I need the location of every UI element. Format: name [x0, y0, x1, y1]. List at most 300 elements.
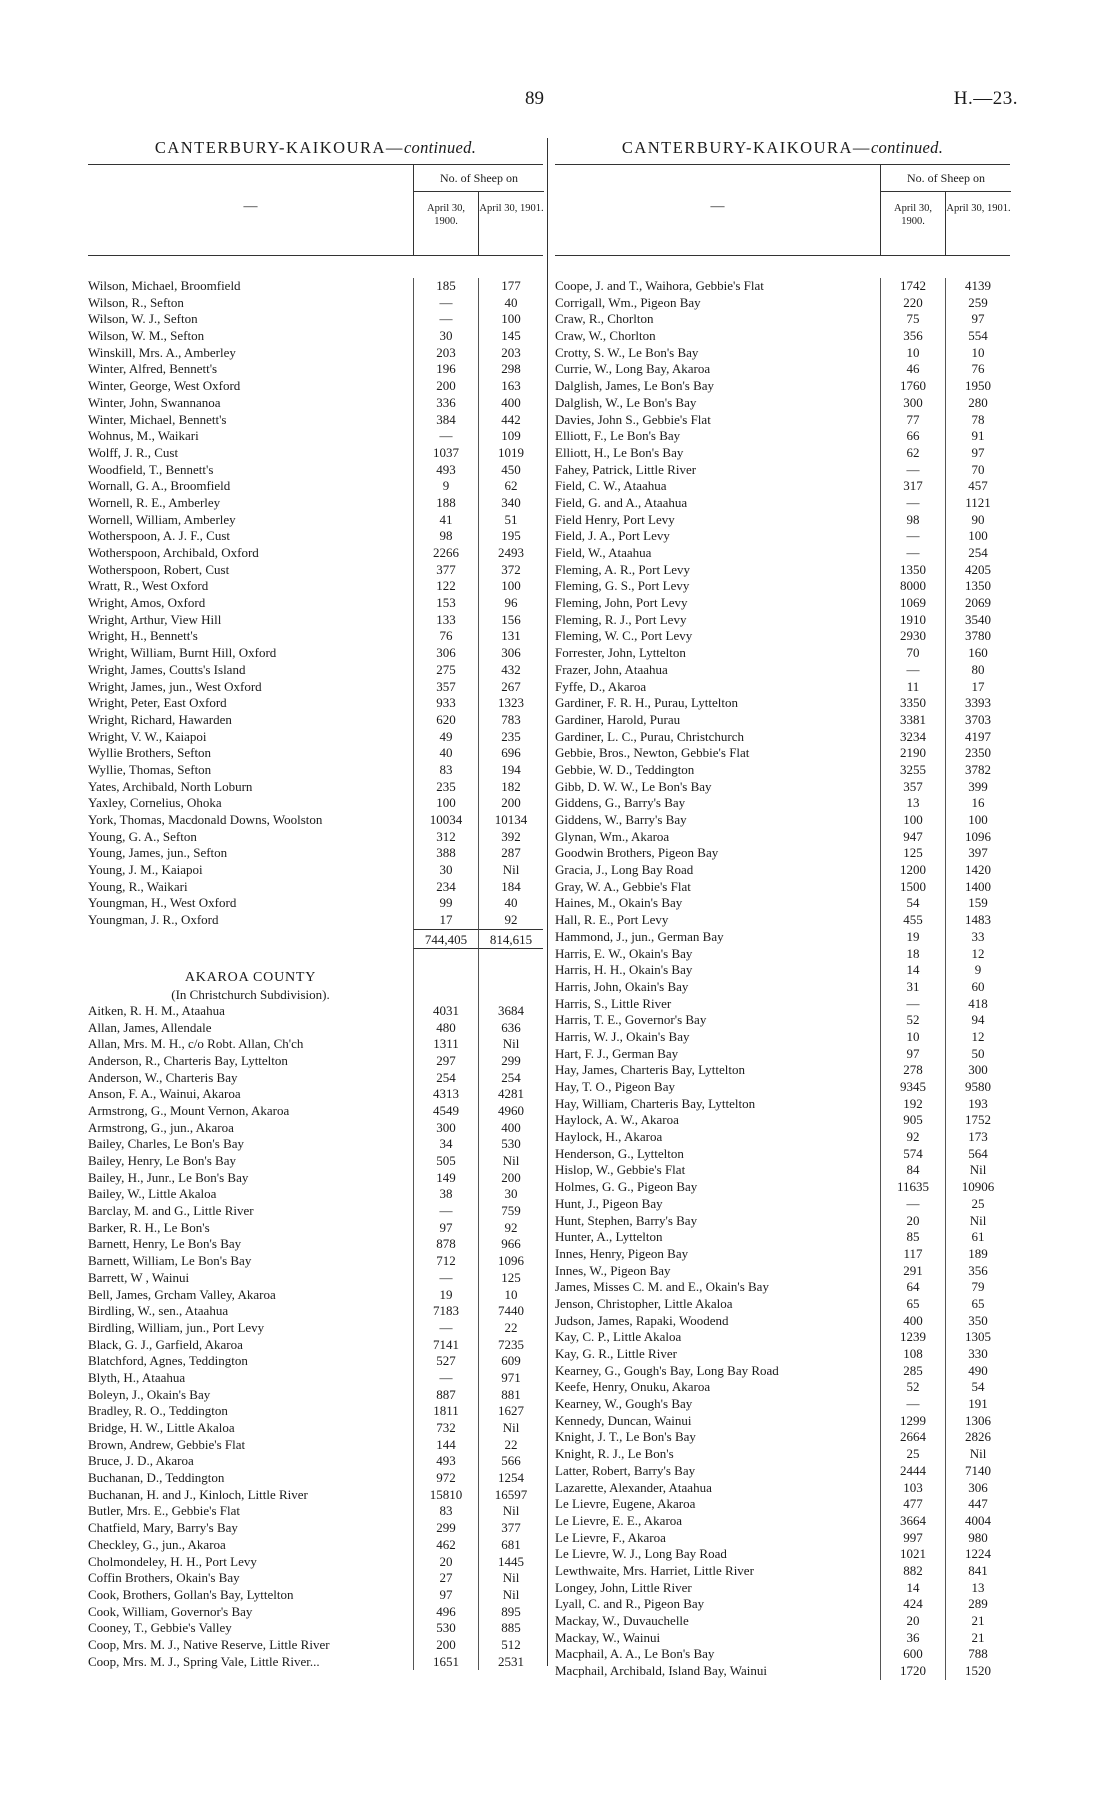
sheep-1901: 235: [478, 729, 543, 746]
owner-name: Bailey, Charles, Le Bon's Bay: [88, 1136, 245, 1152]
sheep-1900: 20: [880, 1613, 945, 1630]
table-row: [555, 979, 1010, 996]
owner-name: Wyllie, Thomas, Sefton: [88, 761, 212, 777]
sheep-1901: 340: [478, 495, 543, 512]
table-row: [555, 729, 1010, 746]
sheep-1901: 788: [945, 1646, 1010, 1663]
owner-name: Wilson, Michael, Broomfield: [88, 278, 241, 293]
sheep-1900: 1200: [880, 862, 945, 879]
owner-name: Birdling, W., sen., Ataahua: [88, 1303, 229, 1319]
sheep-1901: 70: [945, 462, 1010, 479]
sheep-1901: 300: [945, 1062, 1010, 1079]
sheep-1900: 234: [413, 879, 478, 896]
sheep-1900: 144: [413, 1437, 478, 1454]
sheep-1901: 22: [478, 1320, 543, 1337]
owner-name: Lewthwaite, Mrs. Harriet, Little River: [555, 1562, 754, 1578]
owner-name: Black, G. J., Garfield, Akaroa: [88, 1336, 243, 1352]
sheep-1900: 122: [413, 578, 478, 595]
sheep-1900: 2664: [880, 1429, 945, 1446]
table-row: [88, 1637, 543, 1654]
sheep-1900: 2266: [413, 545, 478, 562]
left-table-header: [88, 164, 543, 256]
table-row: [555, 378, 1010, 395]
sheep-1901: 12: [945, 946, 1010, 963]
sheep-1900: 75: [880, 311, 945, 328]
table-row: [88, 1003, 543, 1020]
owner-name: Winter, Michael, Bennett's: [88, 411, 227, 427]
sheep-1900: 527: [413, 1353, 478, 1370]
sheep-1900: 388: [413, 845, 478, 862]
sheep-1901: 259: [945, 295, 1010, 312]
table-row: [555, 1346, 1010, 1363]
table-row: [88, 712, 543, 729]
table-row: [88, 395, 543, 412]
sheep-1900: 278: [880, 1062, 945, 1079]
sheep-1900: 1760: [880, 378, 945, 395]
sheep-1901: 3393: [945, 695, 1010, 712]
table-row: [555, 895, 1010, 912]
sheep-1900: 312: [413, 829, 478, 846]
sheep-1901: 512: [478, 1637, 543, 1654]
sheep-1900: 1910: [880, 612, 945, 629]
sheep-1900: 92: [880, 1129, 945, 1146]
sheep-1901: 783: [478, 712, 543, 729]
owner-name: Young, G. A., Sefton: [88, 828, 197, 844]
owner-name: Frazer, John, Ataahua: [555, 661, 668, 677]
sheep-1900: 712: [413, 1253, 478, 1270]
sheep-1901: 1445: [478, 1554, 543, 1571]
owner-name: Bell, James, Grcham Valley, Akaroa: [88, 1286, 276, 1302]
sheep-1901: 131: [478, 628, 543, 645]
sheep-1900: 878: [413, 1236, 478, 1253]
sheep-1900: 97: [413, 1587, 478, 1604]
table-row: [555, 1196, 1010, 1213]
sheep-1900: 9345: [880, 1079, 945, 1096]
table-row: [555, 1029, 1010, 1046]
table-row: [555, 1480, 1010, 1497]
sheep-1901: 184: [478, 879, 543, 896]
table-row: [555, 879, 1010, 896]
left-column: [88, 138, 543, 1670]
table-row: [555, 1563, 1010, 1580]
sheep-1900: 77: [880, 412, 945, 429]
right-column-title: CANTERBURY-KAIKOURA—continued.: [621, 138, 944, 157]
owner-name: Wotherspoon, Archibald, Oxford: [88, 545, 259, 560]
owner-name: Youngman, J. R., Oxford: [88, 912, 219, 928]
owner-name: Bradley, R. O., Teddington: [88, 1403, 228, 1419]
owner-name: Latter, Robert, Barry's Bay: [555, 1462, 696, 1478]
sheep-1900: 1069: [880, 595, 945, 612]
owner-name: Gebbie, Bros., Newton, Gebbie's Flat: [555, 745, 750, 761]
sheep-1900: 188: [413, 495, 478, 512]
sheep-1900: 291: [880, 1263, 945, 1280]
sheep-1901: 4205: [945, 562, 1010, 579]
owner-name: Hay, James, Charteris Bay, Lyttelton: [555, 1062, 746, 1078]
sheep-1900: —: [880, 495, 945, 512]
owner-name: Mackay, W., Duvauchelle: [555, 1613, 689, 1628]
table-row: [555, 578, 1010, 595]
owner-name: Field Henry, Port Levy: [555, 511, 675, 527]
table-row: [555, 1246, 1010, 1263]
sheep-1901: 30: [478, 1186, 543, 1203]
sheep-1900: 76: [413, 628, 478, 645]
sheep-1900: 2190: [880, 745, 945, 762]
sheep-1901: 4281: [478, 1086, 543, 1103]
sheep-1900: 424: [880, 1596, 945, 1613]
sheep-1900: 99: [413, 895, 478, 912]
sheep-1901: 182: [478, 779, 543, 796]
owner-name: Forrester, John, Lyttelton: [555, 645, 686, 661]
sheep-1900: 97: [880, 1046, 945, 1063]
col-1900-header: April 30, 1900.: [881, 192, 946, 256]
table-row: [555, 562, 1010, 579]
sheep-1900: 4549: [413, 1103, 478, 1120]
sheep-1900: 905: [880, 1112, 945, 1129]
table-row: [88, 1153, 543, 1170]
owner-name: Barrett, W , Wainui: [88, 1269, 190, 1285]
sheep-1900: —: [413, 311, 478, 328]
owner-name: Cook, William, Governor's Bay: [88, 1603, 253, 1619]
owner-name: Wotherspoon, A. J. F., Cust: [88, 528, 231, 544]
table-row: [88, 1303, 543, 1320]
sheep-1900: 14: [880, 1580, 945, 1597]
table-row: [88, 495, 543, 512]
table-row: [555, 412, 1010, 429]
sheep-1900: 1742: [880, 278, 945, 295]
sheep-1901: 65: [945, 1296, 1010, 1313]
owner-name: Field, J. A., Port Levy: [555, 528, 670, 544]
owner-name: Winskill, Mrs. A., Amberley: [88, 344, 236, 360]
sheep-1901: 356: [945, 1263, 1010, 1280]
table-row: [555, 612, 1010, 629]
sheep-1900: 384: [413, 412, 478, 429]
sheep-1900: —: [413, 295, 478, 312]
table-row: [555, 996, 1010, 1013]
sheep-1900: 149: [413, 1170, 478, 1187]
owner-name: Craw, R., Chorlton: [555, 311, 654, 327]
table-row: [555, 1263, 1010, 1280]
owner-name: Kennedy, Duncan, Wainui: [555, 1412, 692, 1428]
owner-name: Field, W., Ataahua: [555, 545, 652, 560]
sheep-1901: 2350: [945, 745, 1010, 762]
table-row: [88, 545, 543, 562]
sheep-1900: 31: [880, 979, 945, 996]
owner-name: Le Lievre, W. J., Long Bay Road: [555, 1546, 727, 1562]
sheep-1900: 306: [413, 645, 478, 662]
table-row: [88, 278, 543, 295]
sheep-1900: 3350: [880, 695, 945, 712]
owner-name: Cooney, T., Gebbie's Valley: [88, 1620, 232, 1636]
owner-name: Hunt, J., Pigeon Bay: [555, 1195, 663, 1211]
sheep-1900: 300: [880, 395, 945, 412]
table-row: [555, 1162, 1010, 1179]
sheep-1900: 4031: [413, 1003, 478, 1020]
sheep-1900: 64: [880, 1279, 945, 1296]
sheep-1901: 1306: [945, 1413, 1010, 1430]
table-row: [88, 1220, 543, 1237]
right-table-header: [555, 164, 1010, 256]
right-column: [555, 138, 1010, 1680]
table-row: [555, 946, 1010, 963]
table-row: [555, 1379, 1010, 1396]
sheep-1901: 22: [478, 1437, 543, 1454]
county-subheading: [88, 986, 543, 1003]
table-row: [88, 595, 543, 612]
table-row: [88, 845, 543, 862]
table-row: [88, 378, 543, 395]
table-row: [555, 1429, 1010, 1446]
sheep-1900: 133: [413, 612, 478, 629]
sheep-1900: 1021: [880, 1546, 945, 1563]
owner-name: Gardiner, Harold, Purau: [555, 711, 681, 727]
owner-name: Buchanan, D., Teddington: [88, 1470, 225, 1486]
sheep-1900: 13: [880, 795, 945, 812]
owner-name: Blatchford, Agnes, Teddington: [88, 1353, 248, 1369]
sheep-1900: 54: [880, 895, 945, 912]
table-row: [555, 1646, 1010, 1663]
sheep-1900: —: [413, 1320, 478, 1337]
sheep-1900: 17: [413, 912, 478, 929]
table-row: [555, 862, 1010, 879]
table-row: [88, 812, 543, 829]
owner-name: Allan, Mrs. M. H., c/o Robt. Allan, Ch'ch: [88, 1036, 304, 1052]
table-row: [88, 1570, 543, 1587]
owner-name: Hunter, A., Lyttelton: [555, 1229, 663, 1245]
sheep-1901: 33: [945, 929, 1010, 946]
table-row: [88, 1403, 543, 1420]
sheep-1901: 100: [478, 578, 543, 595]
table-row: [555, 1279, 1010, 1296]
sheep-1901: 447: [945, 1496, 1010, 1513]
sheep-1901: 79: [945, 1279, 1010, 1296]
owner-name: Gardiner, F. R. H., Purau, Lyttelton: [555, 695, 738, 711]
owner-name: Mackay, W., Wainui: [555, 1629, 661, 1645]
owner-name: Young, James, jun., Sefton: [88, 845, 228, 861]
sheep-1900: 83: [413, 762, 478, 779]
owner-name: Buchanan, H. and J., Kinloch, Little River: [88, 1486, 308, 1502]
sheep-1901: 189: [945, 1246, 1010, 1263]
table-row: [555, 1296, 1010, 1313]
owner-name: Young, R., Waikari: [88, 878, 188, 894]
owner-name: Hay, William, Charteris Bay, Lyttelton: [555, 1095, 756, 1111]
sheep-1901: 191: [945, 1396, 1010, 1413]
table-row: [88, 1070, 543, 1087]
owner-name: Glynan, Wm., Akaroa: [555, 828, 670, 844]
sheep-1901: 10: [478, 1287, 543, 1304]
table-row: [555, 328, 1010, 345]
owner-name: Harris, W. J., Okain's Bay: [555, 1028, 690, 1044]
table-row: [88, 478, 543, 495]
sheep-1901: 61: [945, 1229, 1010, 1246]
sheep-1900: 9: [413, 478, 478, 495]
sheep-1900: 117: [880, 1246, 945, 1263]
table-row: [555, 595, 1010, 612]
sheep-1901: 372: [478, 562, 543, 579]
sheep-1900: 185: [413, 278, 478, 295]
owner-name: Lazarette, Alexander, Ataahua: [555, 1479, 712, 1495]
sheep-1900: 1500: [880, 879, 945, 896]
col-1900-header: April 30, 1900.: [414, 192, 479, 256]
owner-name: Bailey, H., Junr., Le Bon's Bay: [88, 1169, 249, 1185]
table-row: [88, 1620, 543, 1637]
sheep-1901: 1323: [478, 695, 543, 712]
sheep-1901: 7235: [478, 1337, 543, 1354]
sheep-1901: 330: [945, 1346, 1010, 1363]
table-row: [88, 1103, 543, 1120]
owner-name: Barnett, William, Le Bon's Bay: [88, 1253, 252, 1269]
sheep-1900: —: [880, 528, 945, 545]
sheep-1901: 4004: [945, 1513, 1010, 1530]
owner-name: Harris, T. E., Governor's Bay: [555, 1012, 707, 1028]
owner-name: Hunt, Stephen, Barry's Bay: [555, 1212, 698, 1228]
sheep-1900: 52: [880, 1379, 945, 1396]
table-row: [88, 1120, 543, 1137]
table-row: [555, 795, 1010, 812]
owner-name: Elliott, H., Le Bon's Bay: [555, 444, 684, 460]
sheep-1900: 15810: [413, 1487, 478, 1504]
owner-name: Davies, John S., Gebbie's Flat: [555, 411, 711, 427]
table-row: [88, 1370, 543, 1387]
sheep-1901: 177: [478, 278, 543, 295]
table-row: [88, 1253, 543, 1270]
owner-name: Hay, T. O., Pigeon Bay: [555, 1079, 675, 1094]
table-row: [88, 779, 543, 796]
owner-name: Wilson, R., Sefton: [88, 294, 184, 310]
sheep-1900: —: [413, 1270, 478, 1287]
sheep-1900: 83: [413, 1503, 478, 1520]
sheep-1900: 62: [880, 445, 945, 462]
page-header: [0, 88, 1114, 112]
sheep-1901: 299: [478, 1053, 543, 1070]
sheep-1900: 125: [880, 845, 945, 862]
owner-name: Elliott, F., Le Bon's Bay: [555, 428, 681, 444]
sheep-1900: 1811: [413, 1403, 478, 1420]
sheep-1901: 1096: [478, 1253, 543, 1270]
owner-name: Winter, George, West Oxford: [88, 378, 241, 394]
owner-name: Youngman, H., West Oxford: [88, 895, 237, 911]
owner-name: Currie, W., Long Bay, Akaroa: [555, 361, 711, 377]
sheep-1900: 18: [880, 946, 945, 963]
sheep-1901: 7140: [945, 1463, 1010, 1480]
sheep-1901: 1420: [945, 862, 1010, 879]
sheep-1901: 564: [945, 1146, 1010, 1163]
table-row: [555, 361, 1010, 378]
table-row: [88, 412, 543, 429]
sheep-1901: 40: [478, 895, 543, 912]
sheep-1901: 881: [478, 1387, 543, 1404]
table-row: [555, 1079, 1010, 1096]
sheep-1900: 356: [880, 328, 945, 345]
owner-name: Innes, W., Pigeon Bay: [555, 1262, 671, 1278]
sheep-1900: 25: [880, 1446, 945, 1463]
sheep-1900: 30: [413, 862, 478, 879]
table-row: [555, 1546, 1010, 1563]
sheep-1900: 997: [880, 1530, 945, 1547]
owner-name: Haines, M., Okain's Bay: [555, 895, 683, 911]
sheep-1901: 400: [478, 1120, 543, 1137]
table-row: [555, 1129, 1010, 1146]
owner-name: Lyall, C. and R., Pigeon Bay: [555, 1596, 705, 1612]
sheep-1901: 254: [478, 1070, 543, 1087]
table-row: [88, 745, 543, 762]
county-heading: [88, 969, 543, 986]
county-subtitle: (In Christchurch Subdivision).: [171, 986, 330, 1002]
table-row: [555, 495, 1010, 512]
owner-name: Boleyn, J., Okain's Bay: [88, 1386, 211, 1402]
table-row: [88, 1503, 543, 1520]
sheep-1900: 3255: [880, 762, 945, 779]
sheep-1901: 13: [945, 1580, 1010, 1597]
table-row: [555, 812, 1010, 829]
owner-name: Wotherspoon, Robert, Cust: [88, 561, 230, 577]
sheep-1901: 54: [945, 1379, 1010, 1396]
sheep-1900: 108: [880, 1346, 945, 1363]
sheep-1901: 1121: [945, 495, 1010, 512]
sheep-1900: 38: [413, 1186, 478, 1203]
owner-name: Woodfield, T., Bennett's: [88, 461, 214, 477]
table-row: [88, 762, 543, 779]
table-row: [555, 1596, 1010, 1613]
sheep-1900: 70: [880, 645, 945, 662]
table-row: [555, 645, 1010, 662]
table-row: [555, 1046, 1010, 1063]
owner-name: Macphail, Archibald, Island Bay, Wainui: [555, 1663, 767, 1679]
table-row: [555, 1396, 1010, 1413]
sheep-1901: 759: [478, 1203, 543, 1220]
table-row: [88, 462, 543, 479]
sheep-1901: 980: [945, 1530, 1010, 1547]
table-row: [88, 345, 543, 362]
sheep-1900: 7141: [413, 1337, 478, 1354]
table-row: [555, 1496, 1010, 1513]
owner-name: Wright, James, jun., West Oxford: [88, 678, 262, 694]
table-row: [555, 1062, 1010, 1079]
sheep-1900: 10034: [413, 812, 478, 829]
sheep-1901: 4197: [945, 729, 1010, 746]
sheep-1900: 11635: [880, 1179, 945, 1196]
owner-name: Kay, G. R., Little River: [555, 1346, 677, 1361]
sheep-1901: Nil: [478, 862, 543, 879]
table-row: [88, 1587, 543, 1604]
sheep-1900: 98: [413, 528, 478, 545]
sheep-1900: 1651: [413, 1654, 478, 1671]
sheep-1901: 280: [945, 395, 1010, 412]
sheep-1900: 1720: [880, 1663, 945, 1680]
sheep-1901: 173: [945, 1129, 1010, 1146]
table-row: [555, 545, 1010, 562]
owner-name: Aitken, R. H. M., Ataahua: [88, 1002, 225, 1018]
sheep-1900: 1037: [413, 445, 478, 462]
table-row: [555, 845, 1010, 862]
sheep-1900: 192: [880, 1096, 945, 1113]
owner-name: Coop, Mrs. M. J., Native Reserve, Little River: [88, 1636, 330, 1652]
owner-name: Crotty, S. W., Le Bon's Bay: [555, 344, 699, 360]
sheep-1900: 2930: [880, 628, 945, 645]
sheep-1900: 30: [413, 328, 478, 345]
table-row: [88, 729, 543, 746]
table-row: [555, 1463, 1010, 1480]
sheep-1901: 100: [478, 311, 543, 328]
table-row: [555, 1613, 1010, 1630]
table-row: [88, 829, 543, 846]
sheep-1900: 574: [880, 1146, 945, 1163]
table-row: [88, 795, 543, 812]
owner-name: Innes, Henry, Pigeon Bay: [555, 1245, 689, 1261]
owner-name: Cook, Brothers, Gollan's Bay, Lyttelton: [88, 1586, 294, 1602]
table-row: [88, 1453, 543, 1470]
sheep-1901: 97: [945, 311, 1010, 328]
sheep-1900: —: [880, 545, 945, 562]
